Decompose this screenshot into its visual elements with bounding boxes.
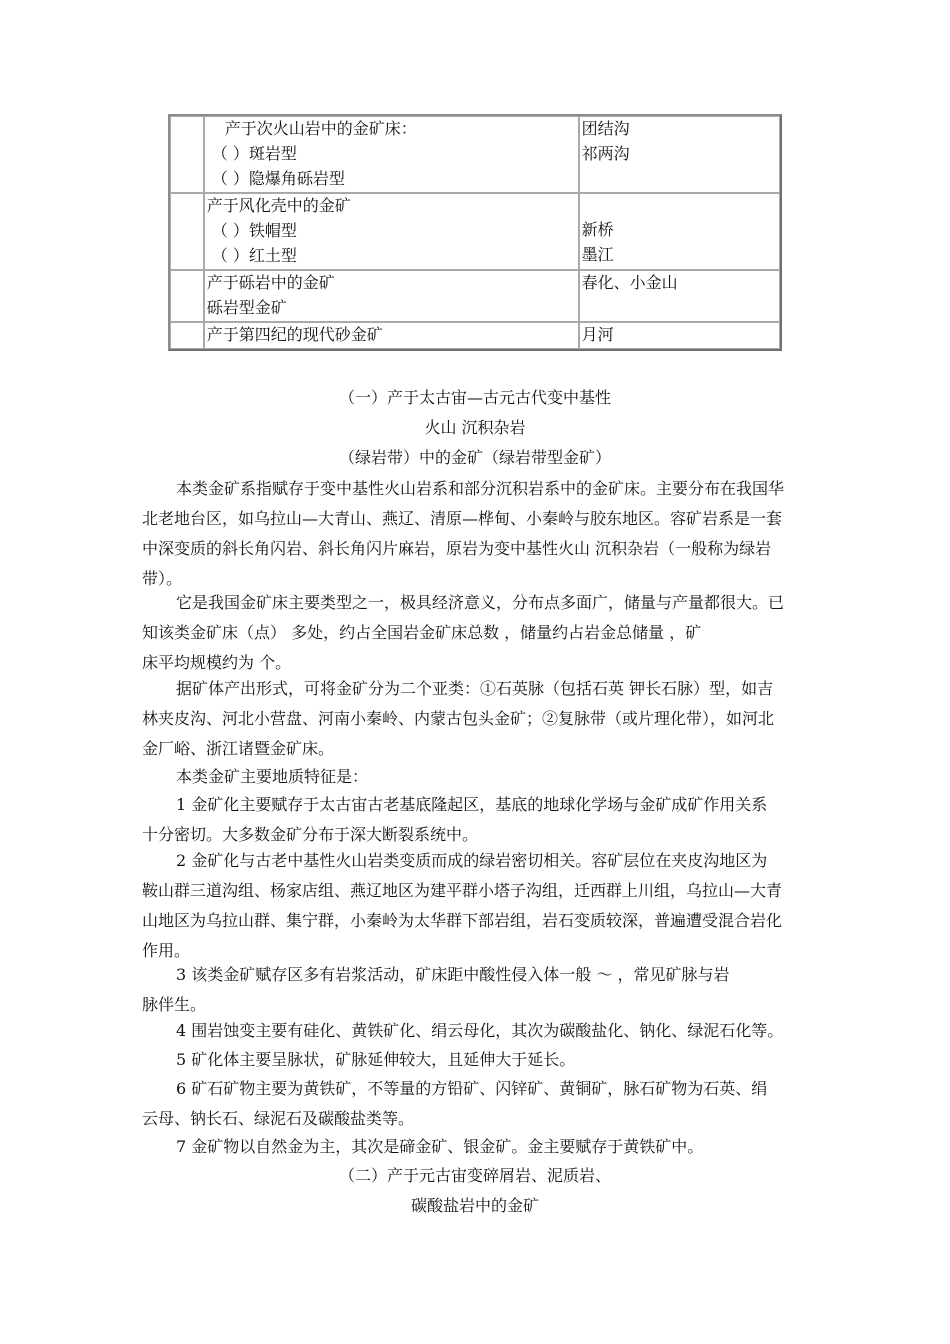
table-row [170, 116, 780, 193]
section-1-title-line-2: 火山 沉积杂岩 [424, 418, 526, 437]
text-line: 5 矿化体主要呈脉状，矿脉延伸较大，且延伸大于延长。 [176, 1050, 576, 1069]
text-line: 本类金矿主要地质特征是： [176, 767, 369, 786]
deposit-type-cell [204, 322, 579, 349]
deposit-type-cell [204, 270, 579, 322]
deposit-example-line: 月河 [581, 325, 614, 344]
deposit-type-line: （ ）斑岩型 [211, 144, 297, 163]
deposit-type-line: 产于砾岩中的金矿 [206, 273, 335, 292]
section-2-title-line-1: （二）产于元古宙变碎屑岩、泥质岩、 [338, 1166, 611, 1185]
deposit-type-cell [204, 193, 579, 270]
text-line: 1 金矿化主要赋存于太古宙古老基底隆起区，基底的地球化学场与金矿成矿作用关系 [176, 795, 768, 814]
text-line: 4 围岩蚀变主要有硅化、黄铁矿化、绢云母化，其次为碳酸盐化、钠化、绿泥石化等。 [176, 1021, 784, 1040]
section-2-title-line-2: 碳酸盐岩中的金矿 [410, 1196, 539, 1215]
table-row [170, 270, 780, 322]
paragraph-definition [142, 474, 810, 594]
text-line: 带）。 [142, 569, 183, 588]
text-line: 中深变质的斜长角闪岩、斜长角闪片麻岩，原岩为变中基性火山 沉积杂岩（一般称为绿岩 [142, 539, 772, 558]
deposit-example-line: 新桥 [581, 220, 614, 239]
deposit-type-line: 砾岩型金矿 [206, 298, 287, 317]
text-line: 林夹皮沟、河北小营盘、河南小秦岭、内蒙古包头金矿；②复脉带（或片理化带），如河北 [142, 709, 775, 728]
deposit-example-line: 祁两沟 [581, 144, 630, 163]
deposit-type-line: 产于第四纪的现代砂金矿 [206, 325, 383, 344]
table-gutter-cell [170, 193, 204, 270]
text-line: 山地区为乌拉山群、集宁群，小秦岭为太华群下部岩组，岩石变质较深，普遍遭受混合岩化 [142, 911, 783, 930]
text-line: 3 该类金矿赋存区多有岩浆活动，矿床距中酸性侵入体一般 ～ ，常见矿脉与岩 [176, 965, 730, 984]
deposit-type-line: 产于次火山岩中的金矿床： [224, 119, 417, 138]
text-line: 它是我国金矿床主要类型之一，极具经济意义，分布点多面广，储量与产量都很大。已 [176, 593, 785, 612]
deposit-type-table [168, 114, 782, 351]
text-line: 鞍山群三道沟组、杨家店组、燕辽地区为建平群小塔子沟组，迁西群上川组，乌拉山—大青 [142, 881, 783, 900]
section-1-title-line-1: （一）产于太古宙—古元古代变中基性 [338, 388, 611, 407]
table-gutter-cell [170, 270, 204, 322]
paragraph-features-intro [142, 762, 810, 792]
deposit-example-cell [579, 270, 780, 322]
feature-5 [142, 1045, 810, 1075]
feature-3 [142, 960, 810, 1020]
deposit-type-line: 产于风化壳中的金矿 [206, 196, 351, 215]
deposit-example-cell [579, 116, 780, 193]
deposit-type-line: （ ）隐爆角砾岩型 [211, 169, 345, 188]
text-line: 知该类金矿床（点） 多处，约占全国岩金矿床总数 ，储量约占岩金总储量 ，矿 [142, 623, 702, 642]
table-row [170, 322, 780, 349]
text-line: 十分密切。大多数金矿分布于深大断裂系统中。 [142, 825, 479, 844]
table-gutter-cell [170, 116, 204, 193]
text-line: 本类金矿系指赋存于变中基性火山岩系和部分沉积岩系中的金矿床。主要分布在我国华 [176, 479, 785, 498]
text-line: 据矿体产出形式，可将金矿分为二个亚类：①石英脉（包括石英 钾长石脉）型，如吉 [176, 679, 774, 698]
deposit-type-cell [204, 116, 579, 193]
deposit-example-cell [579, 193, 780, 270]
text-line: 床平均规模约为 个。 [142, 653, 292, 672]
text-line: 金厂峪、浙江诸暨金矿床。 [142, 739, 335, 758]
feature-1 [142, 790, 810, 850]
table-row [170, 193, 780, 270]
paragraph-subtypes [142, 674, 810, 764]
text-line: 6 矿石矿物主要为黄铁矿，不等量的方铅矿、闪锌矿、黄铜矿，脉石矿物为石英、绢 [176, 1079, 768, 1098]
table-gutter-cell [170, 322, 204, 349]
text-line: 作用。 [142, 941, 191, 960]
text-line: 北老地台区，如乌拉山—大青山、燕辽、清原—桦甸、小秦岭与胶东地区。容矿岩系是一套 [142, 509, 783, 528]
text-line: 云母、钠长石、绿泥石及碳酸盐类等。 [142, 1109, 415, 1128]
deposit-type-line: （ ）红土型 [211, 246, 297, 265]
paragraph-significance [142, 588, 810, 678]
deposit-example-line: 团结沟 [581, 119, 630, 138]
deposit-example-line: 春化、小金山 [581, 273, 678, 292]
feature-2 [142, 846, 810, 966]
deposit-example-cell [579, 322, 780, 349]
feature-7 [142, 1132, 810, 1162]
text-line: 脉伴生。 [142, 995, 207, 1014]
deposit-type-line: （ ）铁帽型 [211, 221, 297, 240]
deposit-example-line: 墨江 [581, 245, 614, 264]
text-line: 2 金矿化与古老中基性火山岩类变质而成的绿岩密切相关。容矿层位在夹皮沟地区为 [176, 851, 768, 870]
text-line: 7 金矿物以自然金为主，其次是碲金矿、银金矿。金主要赋存于黄铁矿中。 [176, 1137, 704, 1156]
feature-4 [142, 1016, 810, 1046]
section-1-title-line-3: （绿岩带）中的金矿（绿岩带型金矿） [338, 448, 611, 467]
feature-6 [142, 1074, 810, 1134]
